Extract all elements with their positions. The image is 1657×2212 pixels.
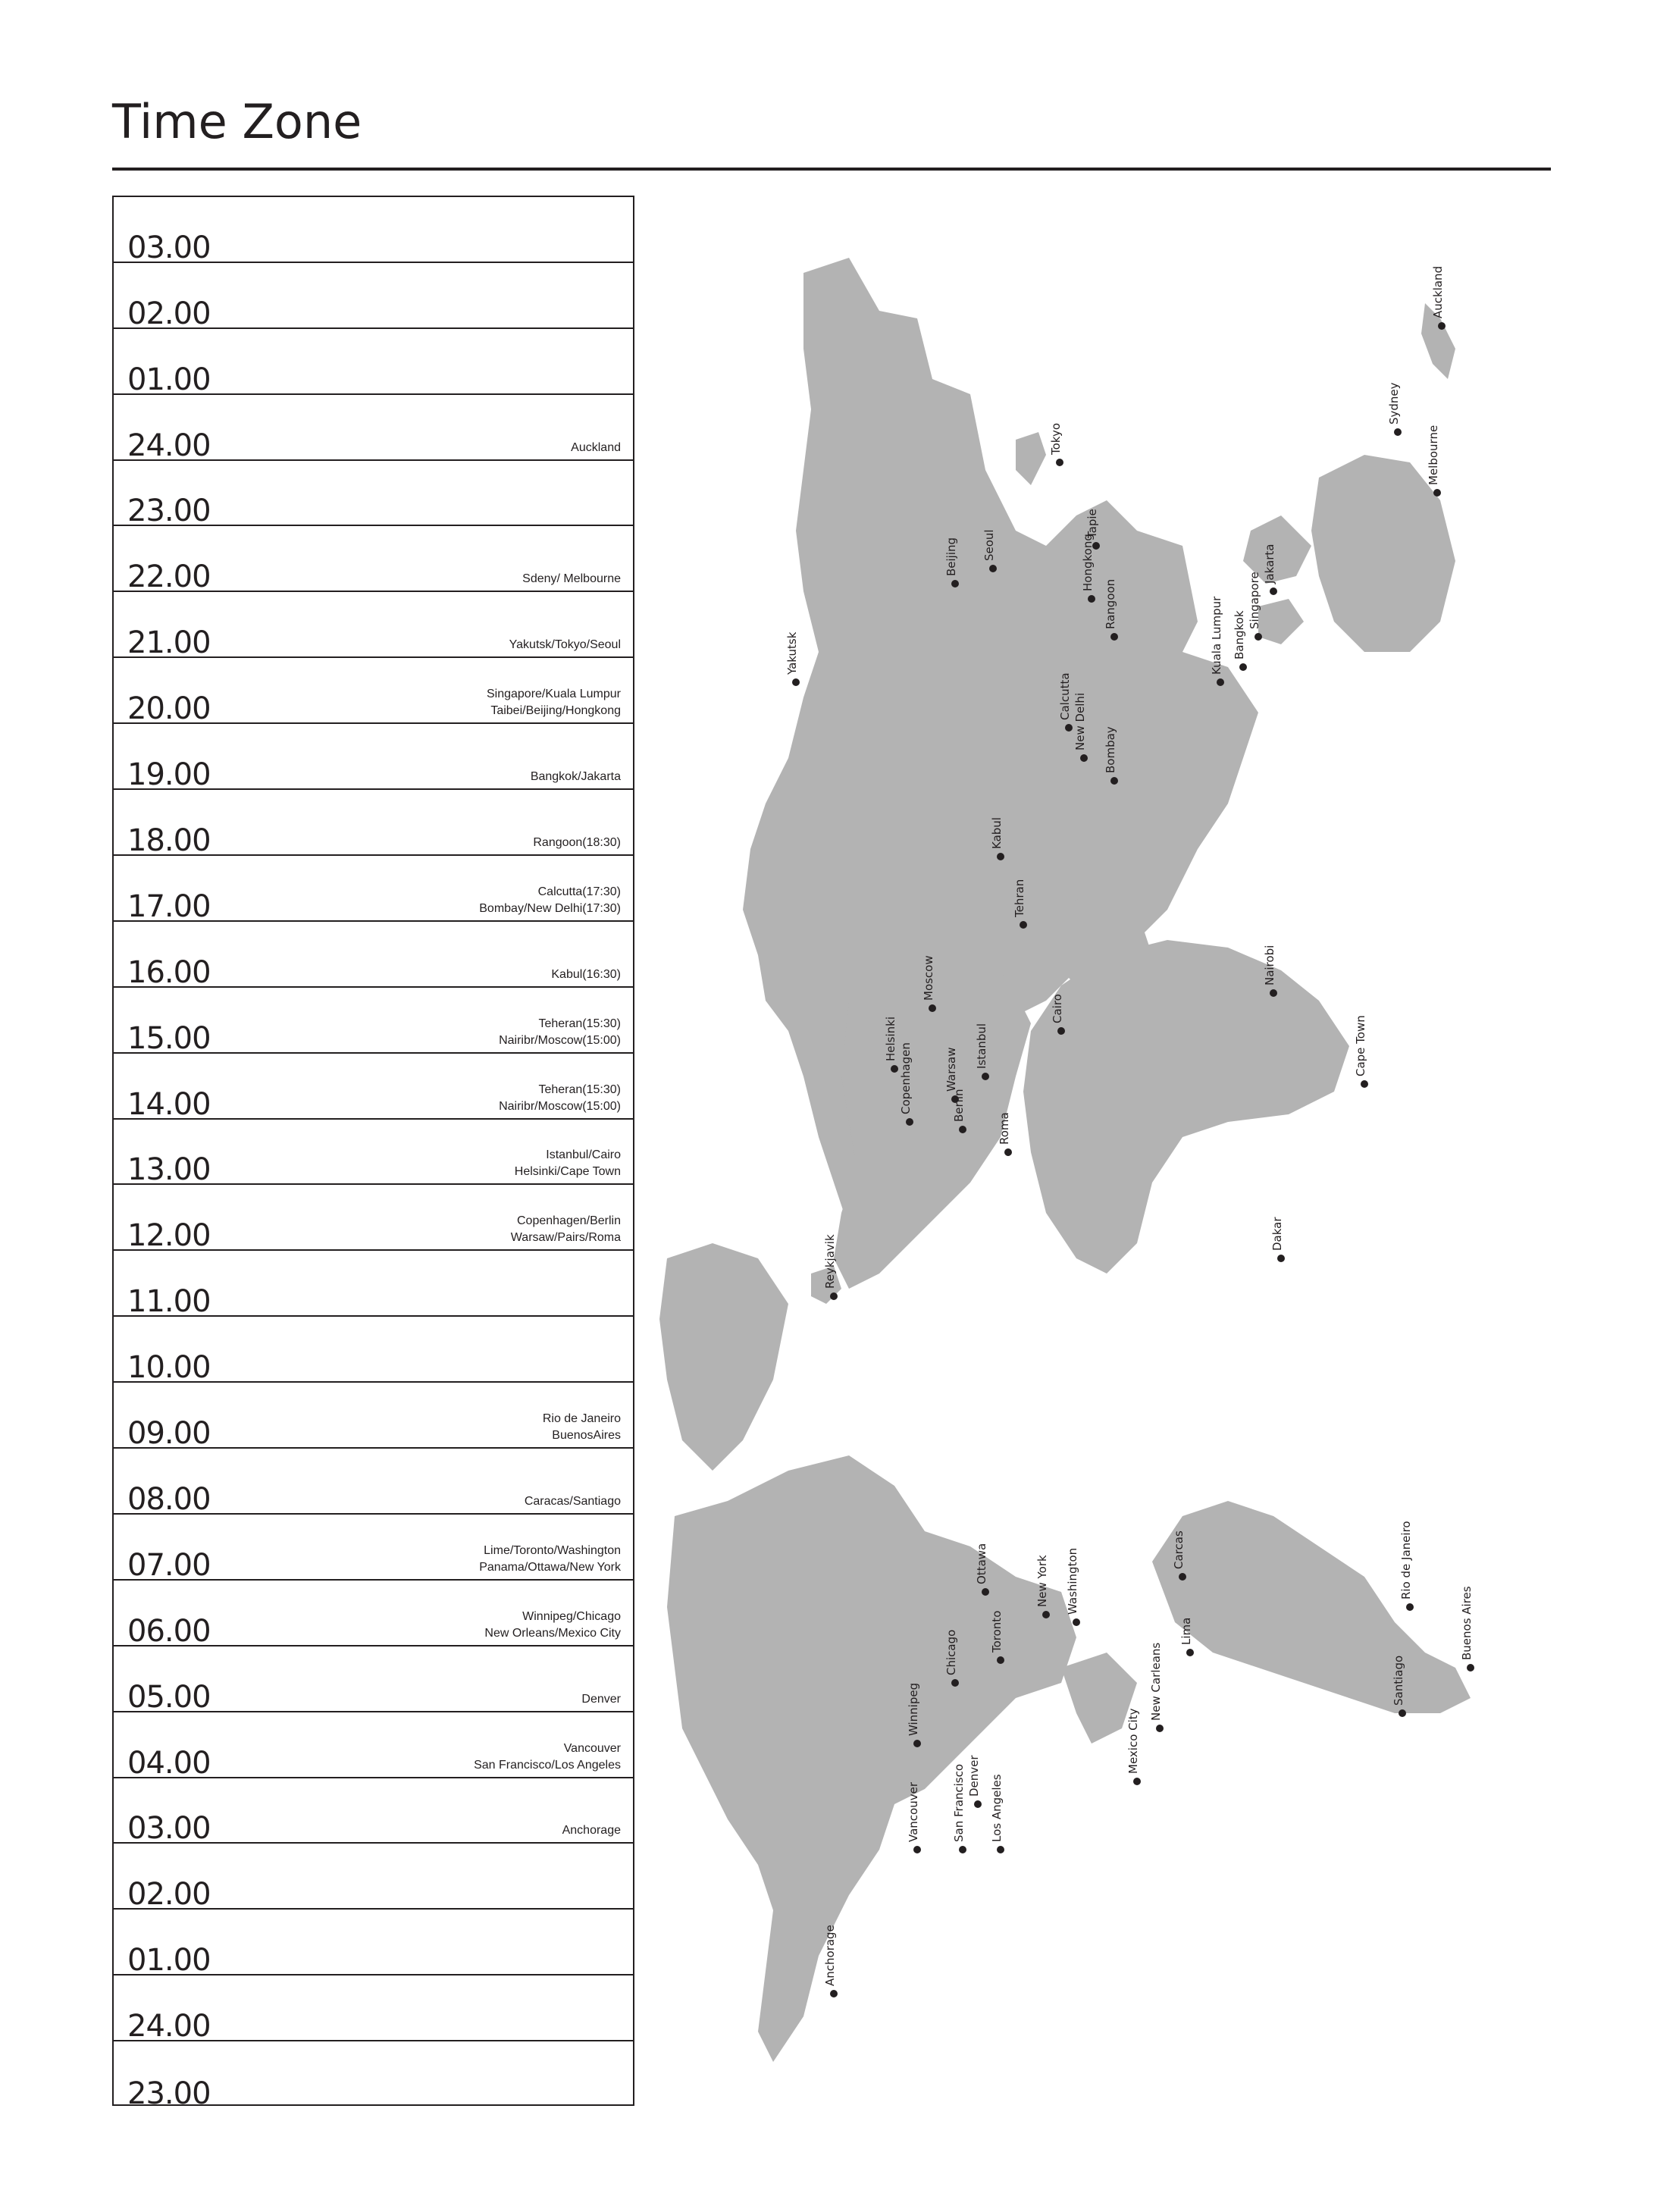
- city-marker: [1427, 425, 1441, 497]
- city-label: Auckland: [1431, 265, 1445, 318]
- city-label: Denver: [967, 1755, 981, 1797]
- zone-city-line: Auckland: [571, 440, 621, 454]
- zone-city-line: Bombay/New Delhi(17:30): [479, 901, 621, 915]
- city-dot: [997, 853, 1004, 860]
- city-label: Bangkok: [1233, 610, 1246, 660]
- zone-cities: [479, 884, 621, 917]
- city-label: Melbourne: [1427, 425, 1440, 485]
- time-row: [114, 197, 633, 263]
- zone-city-line: Rangoon(18:30): [533, 835, 621, 849]
- zone-cities: [531, 769, 621, 785]
- time-label: 12.00: [127, 1218, 211, 1254]
- zone-cities: [551, 967, 621, 983]
- city-marker: [823, 1925, 838, 1997]
- zone-cities: [499, 1082, 621, 1115]
- city-label: Toronto: [990, 1610, 1004, 1653]
- city-label: Nairobi: [1263, 945, 1276, 985]
- city-label: Rio de Janeiro: [1399, 1521, 1413, 1599]
- city-label: Mexico City: [1126, 1708, 1140, 1774]
- city-label: Moscow: [922, 955, 935, 1001]
- land-masses: [659, 258, 1471, 2062]
- city-dot: [1004, 1148, 1012, 1156]
- zone-cities: [571, 440, 621, 456]
- city-marker: [1270, 1217, 1285, 1262]
- time-label: 01.00: [127, 362, 211, 397]
- zone-cities: [522, 571, 621, 587]
- city-label: Warsaw: [944, 1047, 958, 1092]
- city-marker: [1179, 1618, 1194, 1656]
- city-label: New Delhi: [1073, 692, 1087, 750]
- japan-landmass: [1016, 432, 1046, 485]
- city-label: Buenos Aires: [1460, 1586, 1474, 1660]
- city-dot: [1217, 678, 1224, 686]
- city-dot: [929, 1004, 936, 1012]
- city-label: Los Angeles: [990, 1774, 1004, 1842]
- city-label: Winnipeg: [907, 1682, 920, 1736]
- city-dot: [1467, 1664, 1474, 1672]
- world-map: [652, 227, 1561, 2107]
- time-row: [114, 461, 633, 527]
- time-row: [114, 1185, 633, 1254]
- city-label: Yakutsk: [785, 631, 799, 675]
- time-row: [114, 1515, 633, 1581]
- zone-city-line: Sdeny/ Melbourne: [522, 572, 621, 586]
- city-marker: [1126, 1708, 1141, 1785]
- time-label: 09.00: [127, 1416, 211, 1452]
- city-marker: [1387, 382, 1402, 436]
- time-label: 11.00: [127, 1284, 211, 1320]
- city-label: Rangoon: [1104, 578, 1117, 629]
- city-dot: [1133, 1778, 1141, 1785]
- city-dot: [1110, 777, 1118, 785]
- city-dot: [1277, 1255, 1285, 1262]
- time-row: [114, 1778, 633, 1847]
- city-dot: [1080, 754, 1088, 762]
- city-marker: [1049, 423, 1063, 466]
- city-marker: [1233, 610, 1247, 671]
- city-label: Tehran: [1013, 879, 1026, 917]
- city-dot: [1056, 459, 1063, 466]
- time-row: [114, 922, 633, 988]
- time-row: [114, 724, 633, 793]
- time-label: 24.00: [127, 428, 211, 463]
- time-label: 03.00: [127, 1811, 211, 1847]
- city-marker: [1263, 544, 1277, 595]
- city-label: Ottawa: [975, 1543, 988, 1584]
- city-dot: [1179, 1573, 1186, 1581]
- city-label: Kabul: [990, 817, 1004, 849]
- city-marker: [1149, 1643, 1164, 1732]
- time-row: [114, 263, 633, 329]
- city-marker: [1460, 1586, 1474, 1672]
- city-label: Hongkong: [1081, 534, 1095, 591]
- time-row: [114, 395, 633, 461]
- zone-cities: [511, 1213, 621, 1246]
- time-label: 07.00: [127, 1547, 211, 1583]
- zone-city-line: Istanbul/Cairo: [546, 1148, 621, 1162]
- city-dot: [1186, 1649, 1194, 1656]
- city-label: Berlin: [952, 1089, 966, 1122]
- title-divider: [112, 168, 1551, 171]
- time-row: [114, 1383, 633, 1452]
- zone-city-line: Helsinki/Cape Town: [514, 1165, 621, 1179]
- time-label: 23.00: [127, 493, 211, 529]
- city-dot: [1073, 1618, 1080, 1626]
- africa-landmass: [1023, 940, 1349, 1274]
- page-title: Time Zone: [112, 94, 362, 149]
- zone-city-line: Yakutsk/Tokyo/Seoul: [509, 638, 621, 652]
- zone-cities: [479, 1543, 621, 1576]
- city-marker: [1399, 1521, 1414, 1611]
- city-label: Singapore: [1248, 572, 1261, 629]
- time-label: 18.00: [127, 822, 211, 858]
- city-dot: [974, 1800, 982, 1808]
- zone-city-line: Rio de Janeiro: [542, 1412, 621, 1426]
- city-dot: [913, 1740, 921, 1747]
- city-dot: [1020, 921, 1027, 929]
- city-marker: [1066, 1548, 1080, 1626]
- time-row: [114, 1449, 633, 1515]
- city-marker: [907, 1781, 921, 1853]
- zone-cities: [509, 637, 621, 653]
- city-dot: [1042, 1611, 1050, 1618]
- time-label: 17.00: [127, 888, 211, 924]
- city-dot: [959, 1846, 966, 1853]
- zone-city-line: San Francisco/Los Angeles: [474, 1758, 621, 1772]
- city-dot: [1254, 633, 1262, 641]
- time-label: 24.00: [127, 2009, 211, 2044]
- city-label: Jakarta: [1263, 544, 1276, 584]
- time-row: [114, 658, 633, 727]
- time-label: 04.00: [127, 1745, 211, 1781]
- time-label: 14.00: [127, 1086, 211, 1122]
- city-dot: [1361, 1080, 1368, 1088]
- city-dot: [913, 1846, 921, 1853]
- greenland-landmass: [659, 1243, 788, 1471]
- time-row: [114, 988, 633, 1054]
- time-zone-table: [112, 196, 634, 2111]
- zone-city-line: New Orleans/Mexico City: [484, 1626, 621, 1640]
- time-row: [114, 2041, 633, 2111]
- zone-city-line: Denver: [581, 1692, 621, 1706]
- city-dot: [1088, 595, 1095, 603]
- time-label: 01.00: [127, 1943, 211, 1979]
- zone-city-line: Singapore/Kuala Lumpur: [486, 688, 621, 701]
- time-label: 02.00: [127, 296, 211, 331]
- city-dot: [1057, 1027, 1065, 1035]
- time-label: 15.00: [127, 1020, 211, 1056]
- zone-city-line: Taibei/Beijing/Hongkong: [490, 704, 621, 718]
- zone-cities: [474, 1740, 621, 1774]
- zone-city-line: Kabul(16:30): [551, 967, 621, 981]
- zone-city-line: Warsaw/Pairs/Roma: [510, 1231, 621, 1245]
- city-marker: [952, 1764, 966, 1853]
- city-label: Cape Town: [1354, 1015, 1367, 1076]
- city-label: Chicago: [944, 1629, 958, 1675]
- zone-city-line: Vancouver: [563, 1741, 621, 1755]
- time-row: [114, 1054, 633, 1120]
- city-label: Tokyo: [1049, 423, 1063, 455]
- time-label: 02.00: [127, 1877, 211, 1913]
- time-label: 13.00: [127, 1152, 211, 1188]
- city-dot: [1406, 1603, 1414, 1611]
- city-label: Beijing: [944, 537, 958, 576]
- zone-cities: [562, 1822, 621, 1839]
- city-label: Sydney: [1387, 382, 1401, 425]
- city-dot: [989, 565, 997, 572]
- zone-city-line: Calcutta(17:30): [537, 885, 621, 898]
- city-dot: [982, 1073, 989, 1080]
- time-row: [114, 526, 633, 595]
- zone-city-line: Bangkok/Jakarta: [530, 770, 621, 784]
- time-label: 06.00: [127, 1613, 211, 1649]
- city-label: Tapie: [1085, 509, 1099, 538]
- time-label: 19.00: [127, 757, 211, 793]
- zone-cities: [499, 1016, 621, 1049]
- time-row: [114, 329, 633, 395]
- time-row: [114, 1646, 633, 1715]
- time-label: 20.00: [127, 691, 211, 727]
- city-dot: [982, 1588, 989, 1596]
- city-label: Cairo: [1051, 994, 1064, 1023]
- time-row: [114, 1251, 633, 1320]
- time-row: [114, 1844, 633, 1913]
- time-row: [114, 1712, 633, 1781]
- city-marker: [967, 1755, 982, 1808]
- city-dot: [1399, 1709, 1406, 1717]
- time-label: 23.00: [127, 2076, 211, 2111]
- time-row: [114, 1317, 633, 1386]
- zone-city-line: Anchorage: [562, 1824, 621, 1838]
- time-row: [114, 1975, 633, 2044]
- city-label: Lima: [1179, 1617, 1193, 1645]
- zone-city-line: Panama/Ottawa/New York: [479, 1560, 621, 1574]
- time-label: 22.00: [127, 559, 211, 595]
- zone-city-line: Teheran(15:30): [538, 1083, 621, 1096]
- city-dot: [1156, 1725, 1164, 1732]
- city-label: Kuala Lumpur: [1210, 596, 1223, 675]
- city-dot: [906, 1118, 913, 1126]
- time-label: 10.00: [127, 1350, 211, 1386]
- city-label: Calcutta: [1058, 672, 1072, 720]
- time-row: [114, 1581, 633, 1649]
- zone-cities: [543, 1411, 621, 1444]
- city-label: Helsinki: [884, 1016, 897, 1061]
- city-marker: [998, 1112, 1012, 1156]
- time-row: [114, 790, 633, 856]
- city-dot: [1270, 587, 1277, 595]
- city-label: New Carleans: [1149, 1642, 1163, 1721]
- city-dot: [1065, 724, 1073, 732]
- southeast-asia-islands-2: [1258, 599, 1304, 644]
- city-label: Seoul: [982, 529, 996, 561]
- city-label: Bombay: [1104, 726, 1117, 773]
- time-row: [114, 1120, 633, 1186]
- city-label: New York: [1035, 1555, 1049, 1607]
- time-label: 21.00: [127, 625, 211, 661]
- city-dot: [830, 1292, 838, 1300]
- city-marker: [785, 631, 800, 686]
- city-dot: [959, 1126, 966, 1133]
- zone-city-line: Nairibr/Moscow(15:00): [499, 1033, 621, 1047]
- time-label: 03.00: [127, 230, 211, 265]
- zone-cities: [515, 1147, 621, 1180]
- zone-city-line: Winnipeg/Chicago: [522, 1609, 621, 1623]
- north-america-landmass: [667, 1455, 1076, 2062]
- time-row: [114, 1910, 633, 1979]
- city-dot: [792, 678, 800, 686]
- city-label: Carcas: [1172, 1531, 1186, 1569]
- city-label: Reykjavik: [823, 1234, 837, 1289]
- city-label: Roma: [998, 1112, 1011, 1145]
- city-dot: [997, 1656, 1004, 1664]
- zone-city-line: Caracas/Santiago: [524, 1494, 621, 1508]
- zone-cities: [484, 1609, 621, 1642]
- time-label: 08.00: [127, 1481, 211, 1517]
- zone-city-line: BuenosAires: [552, 1429, 621, 1443]
- city-marker: [899, 1042, 913, 1126]
- city-label: Anchorage: [823, 1925, 837, 1986]
- time-row: [114, 856, 633, 922]
- city-label: Vancouver: [907, 1782, 920, 1842]
- city-dot: [951, 1679, 959, 1687]
- city-dot: [1239, 663, 1247, 671]
- zone-cities: [487, 686, 621, 719]
- time-row: [114, 592, 633, 661]
- city-label: Dakar: [1270, 1217, 1284, 1251]
- zone-cities: [533, 835, 621, 851]
- city-dot: [951, 580, 959, 587]
- city-dot: [830, 1990, 838, 1997]
- south-america-landmass: [1152, 1501, 1471, 1713]
- zone-city-line: Nairibr/Moscow(15:00): [499, 1099, 621, 1113]
- zone-cities: [581, 1691, 621, 1708]
- city-dot: [1438, 322, 1446, 330]
- zone-city-line: Teheran(15:30): [538, 1017, 621, 1030]
- city-dot: [1433, 489, 1441, 497]
- central-america-landmass: [1061, 1653, 1137, 1744]
- city-dot: [891, 1065, 898, 1073]
- city-label: Copenhagen: [899, 1042, 913, 1114]
- zone-city-line: Lime/Toronto/Washington: [484, 1543, 621, 1557]
- city-dot: [1110, 633, 1118, 641]
- city-dot: [1270, 989, 1277, 997]
- city-label: San Francisco: [952, 1763, 966, 1842]
- time-label: 05.00: [127, 1679, 211, 1715]
- city-label: Istanbul: [975, 1023, 988, 1069]
- city-dot: [1394, 428, 1402, 436]
- city-label: Washington: [1066, 1547, 1079, 1615]
- zone-city-line: Copenhagen/Berlin: [517, 1214, 621, 1228]
- city-marker: [990, 1774, 1004, 1853]
- zone-cities: [525, 1493, 621, 1510]
- city-label: Santiago: [1392, 1655, 1405, 1706]
- city-dot: [997, 1846, 1004, 1853]
- time-label: 16.00: [127, 954, 211, 990]
- city-marker: [1210, 596, 1224, 686]
- city-marker: [1354, 1015, 1368, 1088]
